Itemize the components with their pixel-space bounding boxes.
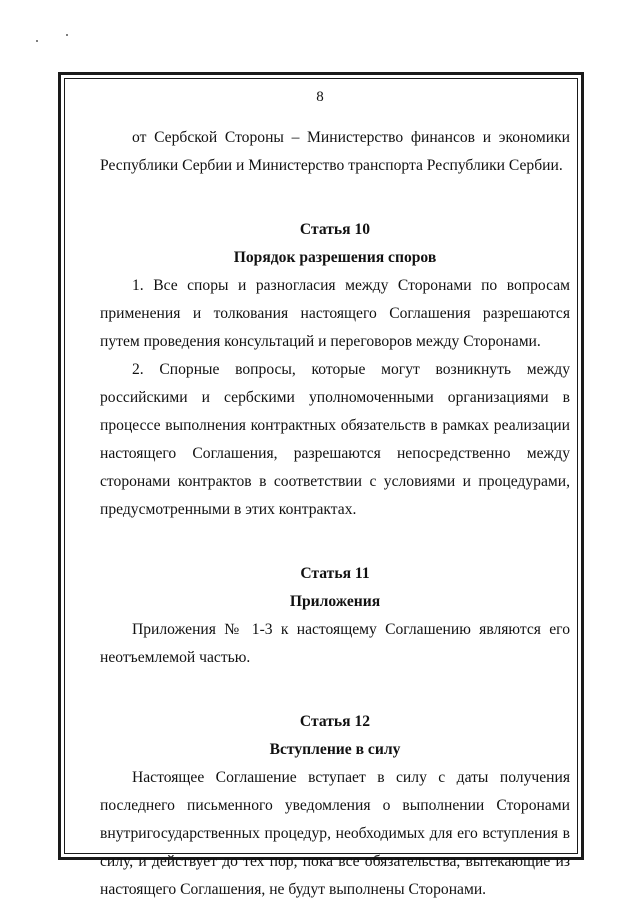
- scan-speck: [66, 34, 68, 36]
- article-12-subtitle: Вступление в силу: [269, 741, 401, 758]
- document-body: [100, 124, 570, 904]
- article-11-title: Статья 11: [300, 565, 370, 582]
- page-number: 8: [316, 89, 324, 105]
- scan-speck: [36, 40, 38, 42]
- article-10-title: Статья 10: [299, 221, 371, 238]
- intro-paragraph: от Сербской Стороны – Министерство финансов и экономики Республики Сербии и Министерство транспорта Республики Сербии.: [100, 129, 570, 174]
- article-10-subtitle: Порядок разрешения споров: [233, 249, 437, 266]
- article-11-subtitle: Приложения: [289, 593, 381, 610]
- article-10-paragraph-1: 1. Все споры и разногласия между Сторонами по вопросам применения и толкования настоящего Соглашения разрешаются путем проведения консультаций и переговоров между Сторонами.: [100, 277, 570, 350]
- article-12-title: Статья 12: [299, 713, 371, 730]
- article-11-paragraph-1: Приложения № 1-3 к настоящему Соглашению являются его неотъемлемой частью.: [100, 621, 570, 666]
- article-10-paragraph-2: 2. Спорные вопросы, которые могут возникнуть между российскими и сербскими уполномоченными организациями в процессе выполнения контрактных обязательств в рамках реализации настоящего Соглашения, разрешаются непосредственно между сторонами контрактов в соответствии с условиями и процедурами, предусмотренными в этих контрактах.: [100, 361, 570, 518]
- article-12-paragraph-1: Настоящее Соглашение вступает в силу с даты получения последнего письменного уведомления о выполнении Сторонами внутригосударственных процедур, необходимых для его вступления в силу, и действует до тех пор, пока все обязательства, вытекающие из настоящего Соглашения, не будут выполнены Сторонами.: [100, 769, 570, 898]
